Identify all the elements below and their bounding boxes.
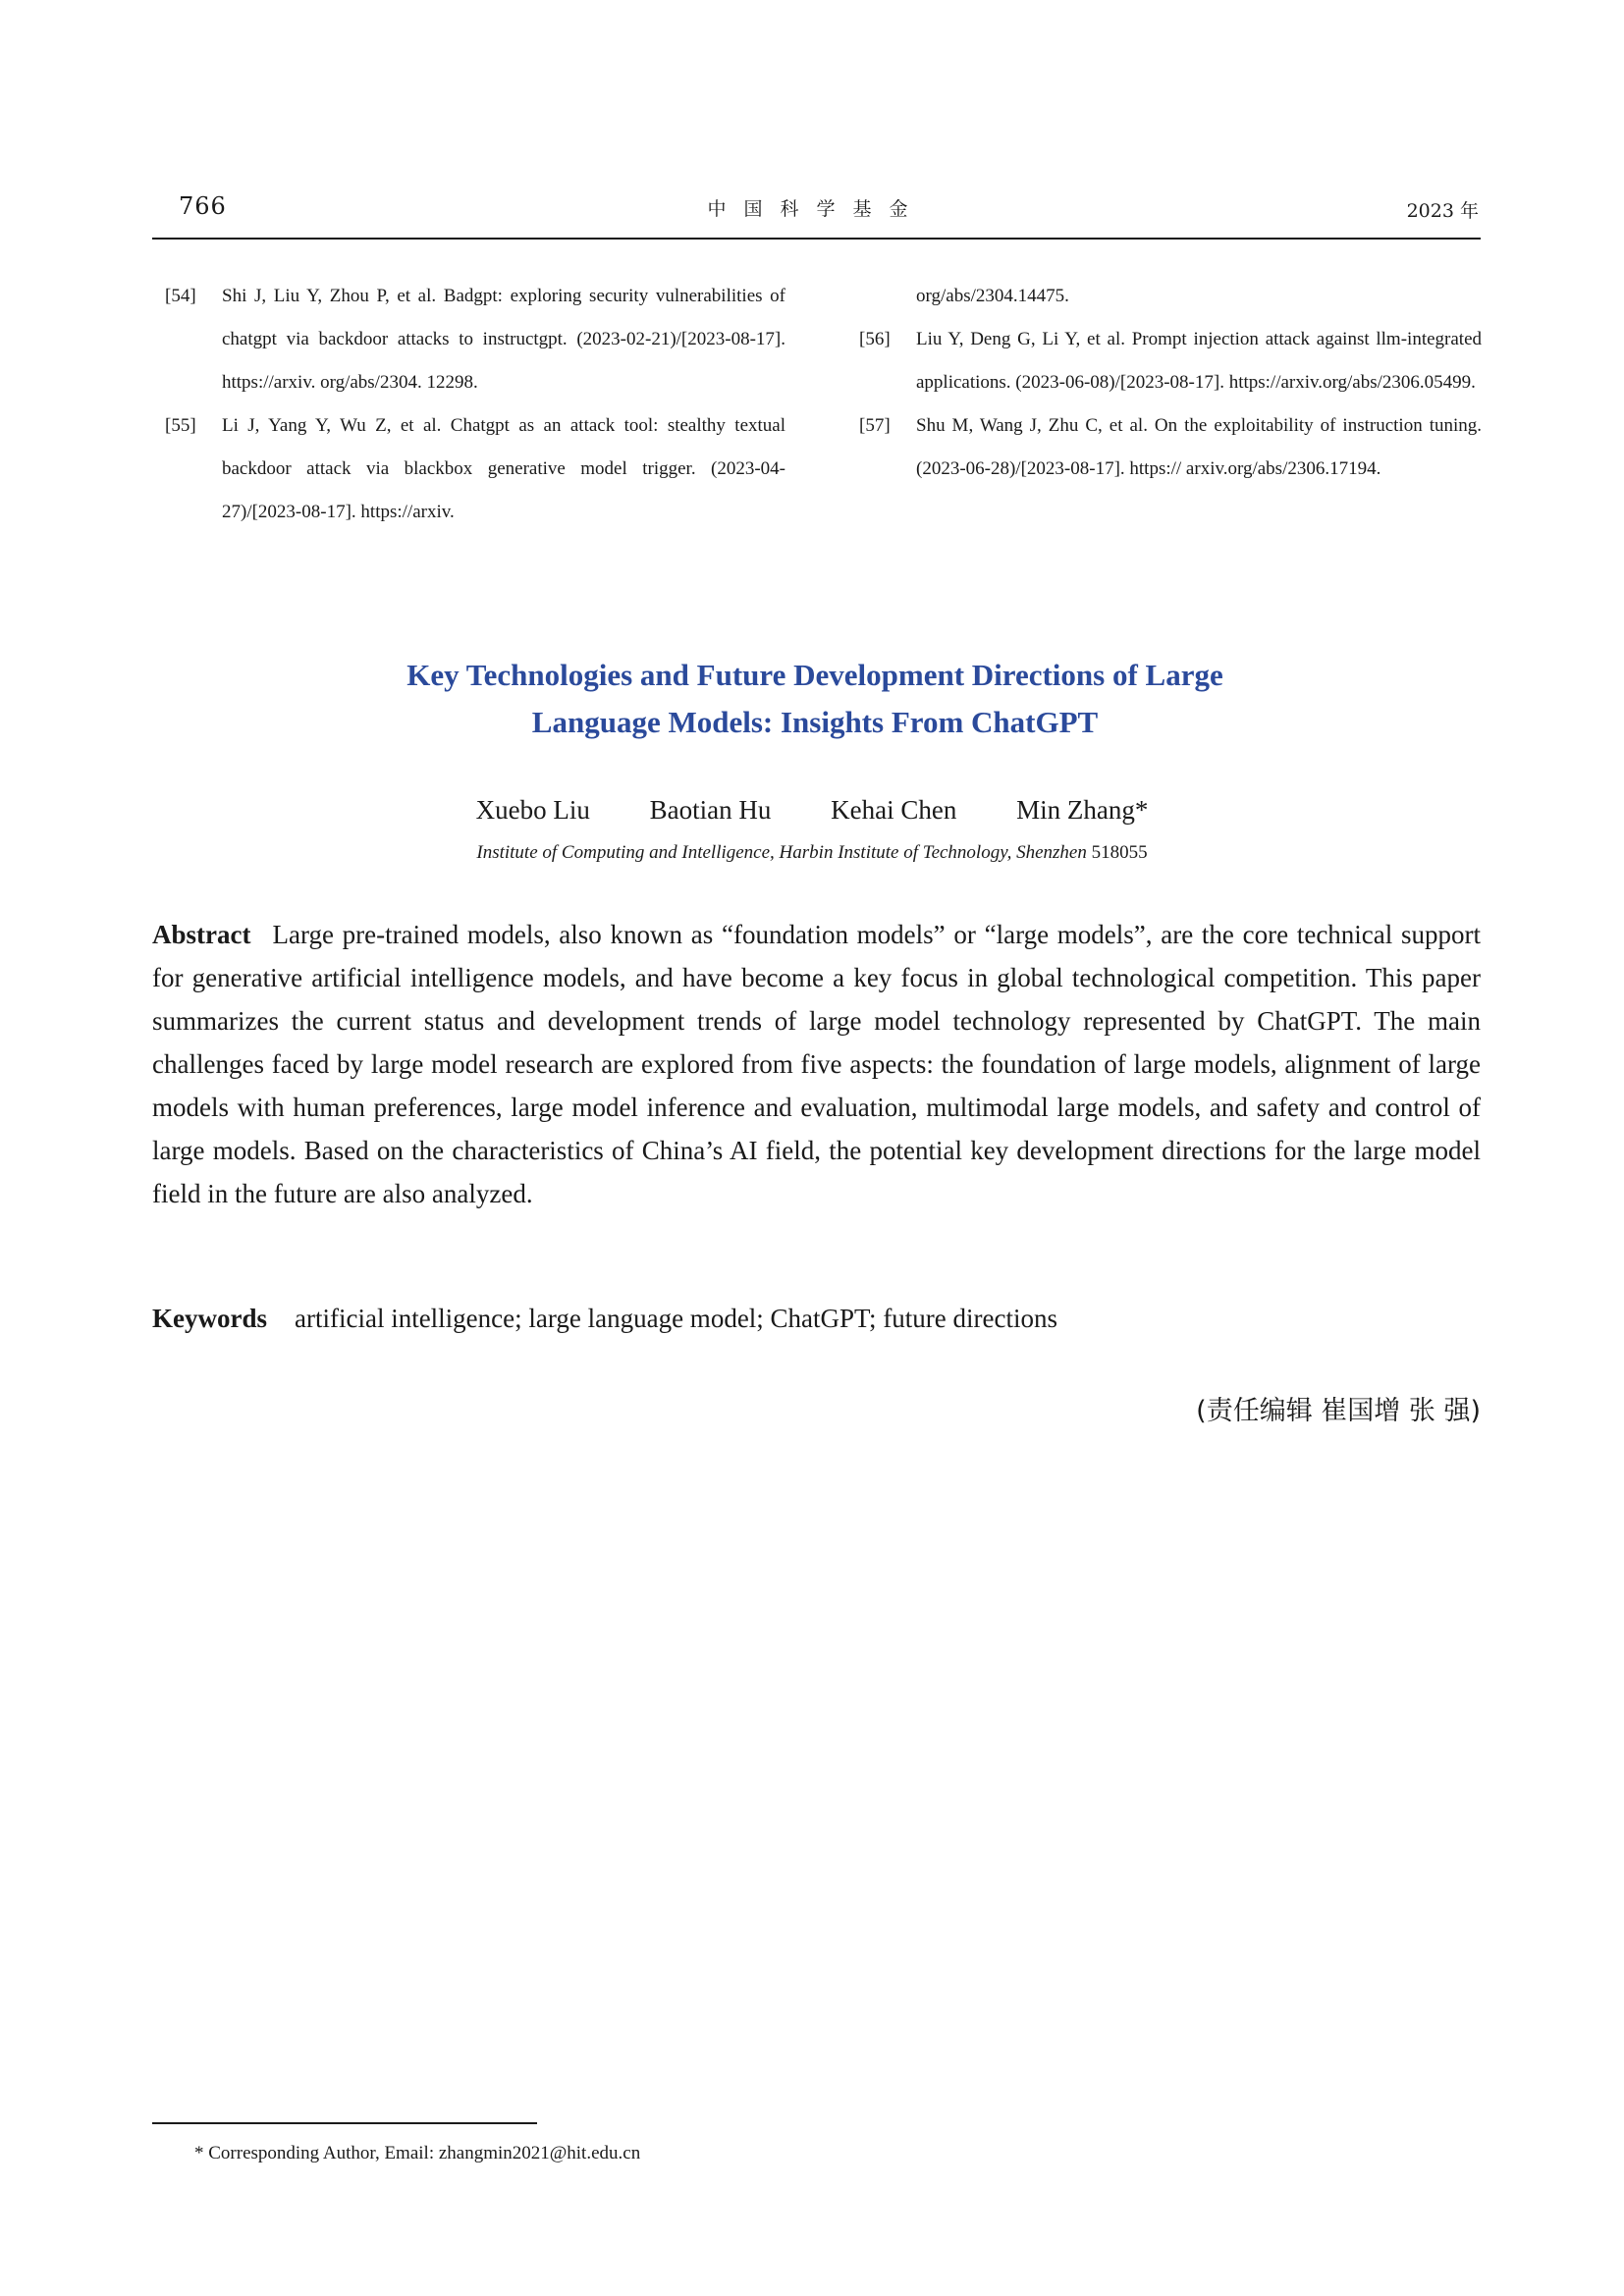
- author-name: Baotian Hu: [649, 795, 772, 825]
- paper-title-line-1: Key Technologies and Future Development Directions of Large: [406, 658, 1223, 692]
- reference-item: [859, 318, 1482, 404]
- reference-item: [859, 404, 1482, 491]
- paper-title: [324, 652, 1306, 746]
- keywords: [152, 1304, 1481, 1334]
- running-header: [152, 188, 1481, 240]
- reference-number: [56]: [859, 329, 891, 349]
- author-name: Xuebo Liu: [475, 795, 590, 825]
- reference-item: [165, 275, 785, 404]
- editor-credit: (责任编辑 崔国增 张 强): [1196, 1396, 1481, 1426]
- footnote-divider: [152, 2122, 537, 2124]
- paper-title-line-2: Language Models: Insights From ChatGPT: [531, 705, 1099, 739]
- author-list: [0, 795, 1624, 826]
- reference-number: [55]: [165, 415, 196, 436]
- author-name: Min Zhang*: [1016, 795, 1149, 825]
- abstract-label: Abstract: [152, 920, 251, 949]
- reference-number: [54]: [165, 286, 196, 306]
- issue-year: 2023 年: [1406, 200, 1479, 222]
- references-left-column: [165, 275, 785, 534]
- reference-number: [57]: [859, 415, 891, 436]
- references-right-column: [859, 275, 1482, 491]
- keywords-label: Keywords: [152, 1304, 267, 1333]
- reference-text: Shi J, Liu Y, Zhou P, et al. Badgpt: exploring security vulnerabilities of chatgpt via backdoor attacks to instructgpt. (2023-02-21)/[2023-08-17]. https://arxiv. org/abs/2304. 12298.: [222, 286, 785, 393]
- reference-continuation: [859, 275, 1482, 318]
- postal-code: 518055: [1091, 842, 1148, 863]
- reference-text: Shu M, Wang J, Zhu C, et al. On the exploitability of instruction tuning. (2023-06-28)/[2023-08-17]. https:// arxiv.org/abs/2306.17194.: [916, 415, 1482, 479]
- abstract: [152, 913, 1481, 1215]
- journal-name: 中国科学基金: [707, 198, 926, 220]
- affiliation-text: Institute of Computing and Intelligence, Harbin Institute of Technology, Shenzhen: [476, 842, 1087, 863]
- corresponding-author-footnote: * Corresponding Author, Email: zhangmin2021@hit.edu.cn: [194, 2143, 641, 2163]
- page-number: 766: [179, 192, 227, 220]
- reference-text: org/abs/2304.14475.: [916, 286, 1069, 306]
- affiliation: [0, 842, 1624, 864]
- keywords-text: artificial intelligence; large language model; ChatGPT; future directions: [295, 1304, 1058, 1333]
- abstract-text: Large pre-trained models, also known as “foundation models” or “large models”, are the core technical support for generative artificial intelligence models, and have become a key focus in global technological competition. This paper summarizes the current status and development trends of large model technology represented by ChatGPT. The main challenges faced by large model research are explored from five aspects: the foundation of large models, alignment of large models with human preferences, large model inference and evaluation, multimodal large models, and safety and control of large models. Based on the characteristics of China’s AI field, the potential key development directions for the large model field in the future are also analyzed.: [152, 920, 1481, 1208]
- reference-text: Liu Y, Deng G, Li Y, et al. Prompt injection attack against llm-integrated applications. (2023-06-08)/[2023-08-17]. https://arxiv.org/abs/2306.05499.: [916, 329, 1482, 393]
- reference-text: Li J, Yang Y, Wu Z, et al. Chatgpt as an attack tool: stealthy textual backdoor attack via blackbox generative model trigger. (2023-04-27)/[2023-08-17]. https://arxiv.: [222, 415, 785, 522]
- author-name: Kehai Chen: [831, 795, 957, 825]
- reference-item: [165, 404, 785, 534]
